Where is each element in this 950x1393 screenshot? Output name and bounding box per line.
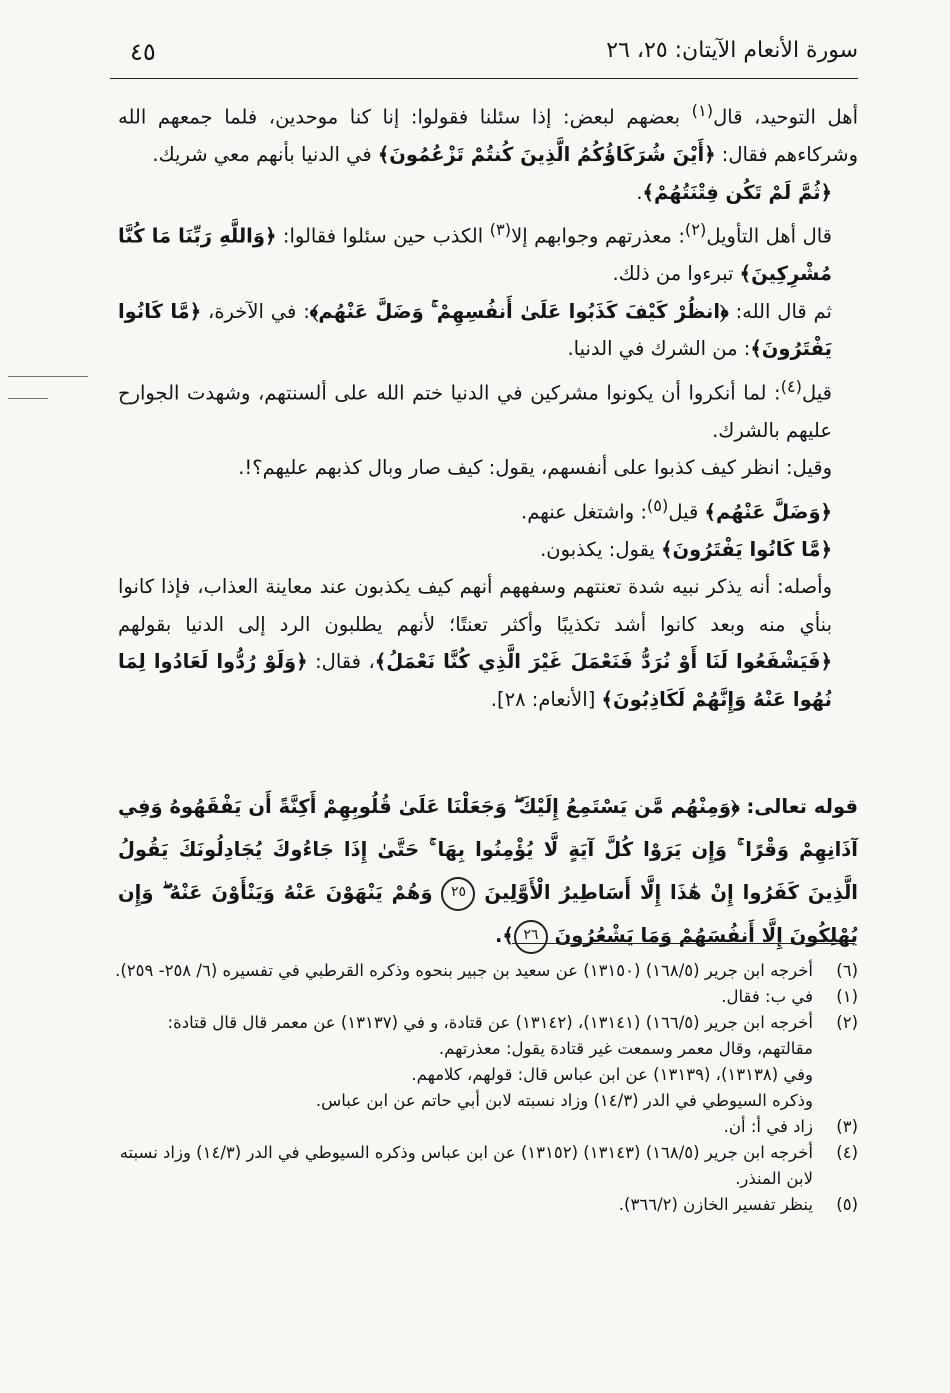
- footnote-text: أخرجه ابن جرير (١٦٦/٥) (١٣١٤١)، (١٣١٤٢) عن قتادة، و في (١٣١٣٧) عن معمر قال قال قتادة: مقالتهم، وقال معمر وسمعت غير قتادة يقول: معذرتهم.: [167, 1013, 813, 1058]
- footnote-text: زاد في أ: أن.: [723, 1117, 813, 1136]
- ayah-number-marker: ٢٥: [441, 877, 475, 911]
- quran-quote: ﴿أَيْنَ شُرَكَاؤُكُمُ الَّذِينَ كُنتُمْ تَزْعُمُونَ﴾: [377, 143, 716, 166]
- footnote-ref[interactable]: (١): [691, 101, 714, 120]
- ayah-number-marker: ٢٦: [514, 920, 548, 954]
- verse-text: ﴿وَمِنْهُم مَّن يَسْتَمِعُ إِلَيْكَ ۖ وَجَعَلْنَا عَلَىٰ قُلُوبِهِمْ أَكِنَّةً أَن يَفْقَهُوهُ وَفِي آذَانِهِمْ وَقْرًا ۚ وَإِن يَرَوْا كُلَّ آيَةٍ لَّا يُؤْمِنُوا بِهَا ۚ حَتَّىٰ إِذَا جَاءُوكَ يُجَادِلُونَكَ يَقُولُ الَّذِينَ كَفَرُوا إِنْ هَٰذَا إِلَّا أَسَاطِيرُ الْأَوَّلِينَ: [118, 795, 858, 904]
- quran-quote: ﴿فَيَشْفَعُوا لَنَا أَوْ نُرَدُّ فَنَعْمَلَ غَيْرَ الَّذِي كُنَّا نَعْمَلُ﴾: [374, 650, 832, 673]
- verse-label: قوله تعالى:: [746, 795, 859, 818]
- footnotes: [110, 958, 858, 1218]
- text: الكذب حين سئلوا فقالوا:: [276, 224, 490, 248]
- text: .: [636, 180, 643, 204]
- text: في الدنيا بأنهم معي شريك.: [152, 143, 378, 166]
- quran-quote: ﴿مَّا كَانُوا يَفْتَرُونَ﴾: [118, 299, 832, 360]
- footnote-number: (٥): [836, 1195, 858, 1214]
- paragraph: [118, 211, 858, 293]
- footnote-number: (١): [836, 987, 858, 1006]
- footnote: [110, 958, 858, 984]
- footnote: [110, 1114, 858, 1140]
- footnote: [110, 1192, 858, 1218]
- paragraph: وقيل: انظر كيف كذبوا على أنفسهم، يقول: كيف صار وبال كذبهم عليهم؟!.: [238, 456, 832, 479]
- paragraph: [118, 568, 858, 718]
- footnote-ref[interactable]: (٤): [780, 376, 803, 396]
- verse-block: [118, 785, 858, 957]
- quran-quote: ﴿ثُمَّ لَمْ تَكُن فِتْنَتُهُمْ﴾: [642, 180, 832, 204]
- footnote-number: (٣): [836, 1117, 858, 1136]
- text: أهل التوحيد، قال: [713, 105, 858, 129]
- text: : في الآخرة،: [201, 299, 310, 323]
- quran-quote: ﴿وَلَوْ رُدُّوا لَعَادُوا لِمَا نُهُوا عَنْهُ وَإِنَّهُمْ لَكَاذِبُونَ﴾: [118, 650, 832, 711]
- paragraph: [118, 531, 858, 569]
- text: : من الشرك في الدنيا.: [567, 337, 751, 360]
- quran-quote: ﴿وَاللَّهِ رَبِّنَا مَا كُنَّا مُشْرِكِينَ﴾: [118, 224, 832, 285]
- footnote: [110, 1010, 858, 1062]
- paragraph: [118, 487, 858, 531]
- footnote: [110, 1140, 858, 1192]
- paragraph: [118, 293, 858, 368]
- text: بعضهم لبعض: إذا سئلنا فقولوا: إنا كنا موحدين، فلما جمعهم الله وشركاءهم فقال:: [118, 105, 858, 166]
- text: قيل: [802, 381, 832, 404]
- commentary-body: [118, 92, 858, 718]
- text: وأصله: أنه يذكر نبيه شدة تعنتهم وسفههم أنهم كيف يكذبون عند معاينة العذاب، فإذا كانوا بنأي منه وبعد كانوا أشد تكذيبًا وأكثر تعنتًا؛ لأنهم يطلبون الرد إلى الدنيا بقولهم: [118, 575, 832, 636]
- surah-title: سورة الأنعام الآيتان: ٢٥، ٢٦: [606, 38, 858, 63]
- margin-mark: [8, 398, 48, 399]
- footnote-text: في ب: فقال.: [721, 987, 813, 1006]
- text: ثم قال الله:: [728, 299, 832, 323]
- page-header: [110, 30, 858, 79]
- footnote-ref[interactable]: (٣): [489, 220, 512, 239]
- footnote-continuation: وفي (١٣١٣٨)، (١٣١٣٩) عن ابن عباس قال: قولهم، كلامهم.: [411, 1065, 813, 1084]
- verse-text: ﴾.: [495, 924, 514, 947]
- text: : واشتغل عنهم.: [521, 500, 647, 523]
- text: يقول: يكذبون.: [540, 537, 662, 561]
- page-number: ٤٥: [130, 38, 156, 66]
- text: : معذرتهم وجوابهم إلا: [511, 224, 685, 248]
- text: تبرءوا من ذلك.: [612, 262, 740, 285]
- footnote-number: (٤): [836, 1143, 858, 1162]
- footnote-text: أخرجه ابن جرير (١٦٨/٥) (١٣١٥٠) عن سعيد بن جبير بنحوه وذكره القرطبي في تفسيره (٦/ ٢٥٨- ٢٥٩).: [115, 961, 813, 980]
- footnote-ref[interactable]: (٥): [646, 495, 669, 515]
- text: ، فقال:: [307, 650, 375, 673]
- quran-quote: ﴿مَّا كَانُوا يَفْتَرُونَ﴾: [661, 537, 832, 561]
- footnote-text: ينظر تفسير الخازن (٣٦٦/٢).: [618, 1195, 813, 1214]
- footnote-number: (٦): [836, 961, 858, 980]
- quran-quote: ﴿انظُرْ كَيْفَ كَذَبُوا عَلَىٰ أَنفُسِهِمْ ۚ وَضَلَّ عَنْهُم﴾: [309, 299, 729, 323]
- text: [الأنعام: ٢٨].: [490, 687, 602, 711]
- text: : لما أنكروا أن يكونوا مشركين في الدنيا ختم الله على ألسنتهم، وشهدت الجوارح عليهم بالشرك.: [118, 381, 832, 442]
- footnote-number: (٢): [836, 1013, 858, 1032]
- paragraph: [118, 92, 858, 174]
- verse-text: وَهُمْ يَنْهَوْنَ عَنْهُ وَيَنْأَوْنَ عَنْهُ ۖ وَإِن يُهْلِكُونَ إِلَّا أَنفُسَهُمْ وَمَا يَشْعُرُونَ: [118, 881, 858, 947]
- footnote-continuation: وذكره السيوطي في الدر (١٤/٣) وزاد نسبته لابن أبي حاتم عن ابن عباس.: [315, 1091, 813, 1110]
- footnote-ref[interactable]: (٢): [684, 220, 707, 239]
- text: قال أهل التأويل: [706, 224, 832, 248]
- footnote-divider: [512, 943, 855, 944]
- text: قيل: [668, 500, 705, 523]
- paragraph: [118, 174, 858, 212]
- footnote-text: أخرجه ابن جرير (١٦٨/٥) (١٣١٤٣) (١٣١٥٢) عن ابن عباس وذكره السيوطي في الدر (١٤/٣) وزاد نسبته لابن المنذر.: [119, 1143, 813, 1188]
- paragraph: [118, 368, 858, 450]
- footnote: [110, 984, 858, 1010]
- quran-quote: ﴿وَضَلَّ عَنْهُم﴾: [704, 500, 832, 523]
- margin-mark: [8, 376, 88, 377]
